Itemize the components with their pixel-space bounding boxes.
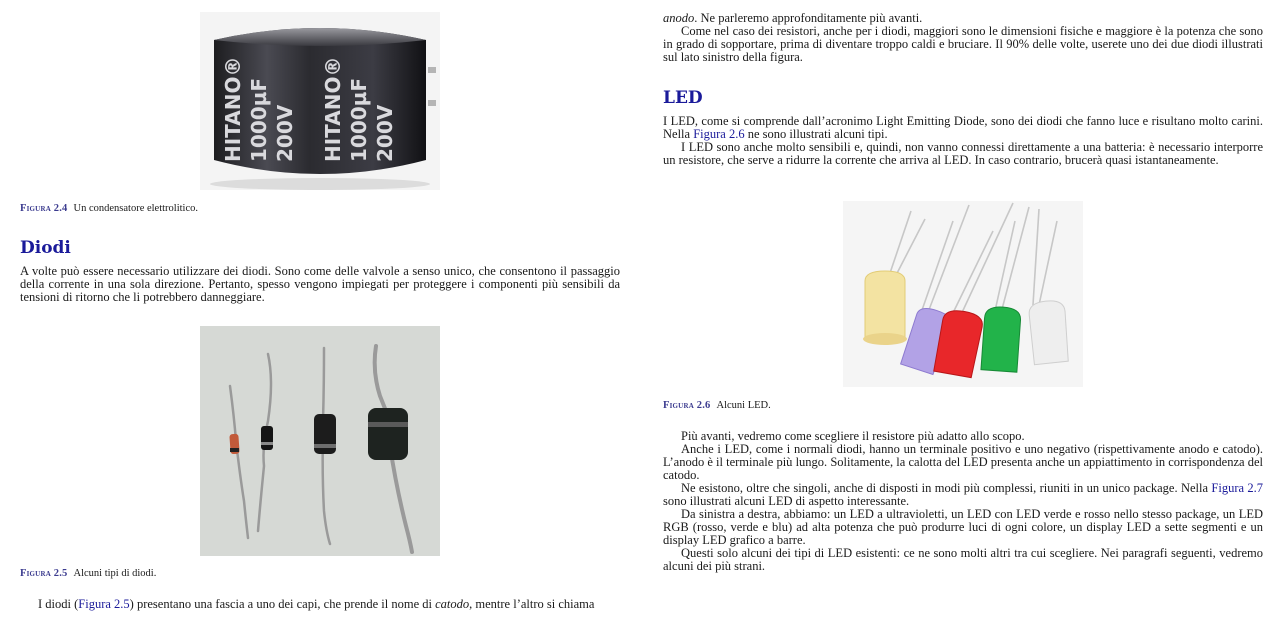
capacitor-print-6: 200V (373, 104, 397, 162)
figure-label: Figura 2.5 (20, 568, 68, 579)
capacitor-figure (200, 12, 440, 190)
capacitor-print-4: HITANO® (321, 56, 345, 162)
text-run: ne sono illustrati alcuni tipi. (744, 127, 888, 141)
figure-2-5-caption (20, 568, 156, 580)
diodes-figure (200, 326, 440, 556)
capacitor-print-1: HITANO® (221, 56, 245, 162)
diodi-paragraph-3: Come nel caso dei resistori, anche per i diodi, maggiori sono le dimensioni fisiche e maggiore è la potenza che sono in grado di sopportare, prima di diventare troppo caldi e bruciare. Il 90% delle volte, userete uno dei due diodi illustrati sul lato sinistro della figura. (663, 24, 1263, 64)
led-paragraph-4: Anche i LED, come i normali diodi, hanno un terminale positivo e uno negativo (rispettivamente anodo e catodo). L’anodo è il terminale più lungo. Solitamente, la calotta del LED presenta anche un appiattimento in corrispondenza del catodo. (663, 442, 1263, 482)
yellow-led (863, 271, 907, 345)
caption-text: Un condensatore elettrolitico. (73, 203, 198, 214)
figure-label: Figura 2.6 (663, 400, 711, 411)
green-led (981, 306, 1021, 372)
led-paragraph-2: I LED sono anche molto sensibili e, quindi, non vanno connessi direttamente a una batteria: è necessario interporre un resistore, che serve a ridurre la corrente che arriva al LED. In caso contrario, brucerà quasi istantaneamente. (663, 140, 1263, 167)
figure-2-5-link[interactable]: Figura 2.5 (78, 597, 130, 611)
caption-text: Alcuni tipi di diodi. (73, 568, 157, 579)
text-run: . Ne parleremo approfonditamente più avanti. (694, 11, 923, 25)
white-led (1028, 299, 1070, 364)
diodi-paragraph-1: A volte può essere necessario utilizzare dei diodi. Sono come delle valvole a senso unico, che consentono il passaggio della corrente in una sola direzione. Pertanto, spesso vengono impiegati per proteggere i componenti più sensibili da tensioni di ritorno che li potrebbero danneggiare. (20, 264, 620, 304)
figure-2-4-caption (20, 203, 198, 215)
text-run-italic: anodo (663, 11, 695, 25)
figure-2-7-link[interactable]: Figura 2.7 (1211, 481, 1264, 495)
diodi-paragraph-2 (20, 598, 620, 611)
capacitor-print-3: 200V (273, 104, 297, 162)
text-run: I LED, come si comprende dall’acronimo Light Emitting Diode, sono dei diodi che fanno luce e risultano molto carini. Nella (663, 114, 1263, 141)
text-run: , mentre l’altro si chiama (469, 597, 595, 611)
text-run: Ne esistono, oltre che singoli, anche di disposti in modi più complessi, riuniti in un unico package. Nella (681, 481, 1212, 495)
section-heading-diodi: Diodi (20, 238, 71, 258)
caption-text: Alcuni LED. (716, 400, 771, 411)
figure-2-6-link[interactable]: Figura 2.6 (693, 127, 745, 141)
text-run: ) presentano una fascia a uno dei capi, che prende il nome di (129, 597, 436, 611)
figure-label: Figura 2.4 (20, 203, 68, 214)
capacitor-print-2: 1000µF (247, 77, 271, 162)
led-paragraph-3: Più avanti, vedremo come scegliere il resistore più adatto allo scopo. (681, 429, 1025, 443)
led-paragraph-7: Questi solo alcuni dei tipi di LED esistenti: ce ne sono molti altri tra cui scegliere. Nei paragrafi seguenti, vedremo alcuni dei più strani. (663, 546, 1263, 573)
section-heading-led: LED (663, 88, 703, 108)
led-paragraph-5 (663, 482, 1263, 508)
text-run: I diodi ( (38, 597, 79, 611)
leds-image (843, 201, 1083, 387)
leds-figure (843, 201, 1083, 387)
diodes-image (200, 326, 440, 556)
led-paragraph-6: Da sinistra a destra, abbiamo: un LED a ultravioletti, un LED con LED verde e rosso nello stesso package, un LED RGB (rosso, verde e blu) ad alta potenza che può produrre luci di ogni colore, un display LED a sette segmenti e un display LED grafico a barre. (663, 507, 1263, 547)
capacitor-image (200, 12, 440, 190)
text-run: sono illustrati alcuni LED di aspetto interessante. (663, 494, 910, 508)
led-paragraph-1 (663, 115, 1263, 141)
capacitor-print-5: 1000µF (347, 77, 371, 162)
figure-2-6-caption (663, 400, 771, 412)
text-run-italic: catodo (435, 597, 470, 611)
